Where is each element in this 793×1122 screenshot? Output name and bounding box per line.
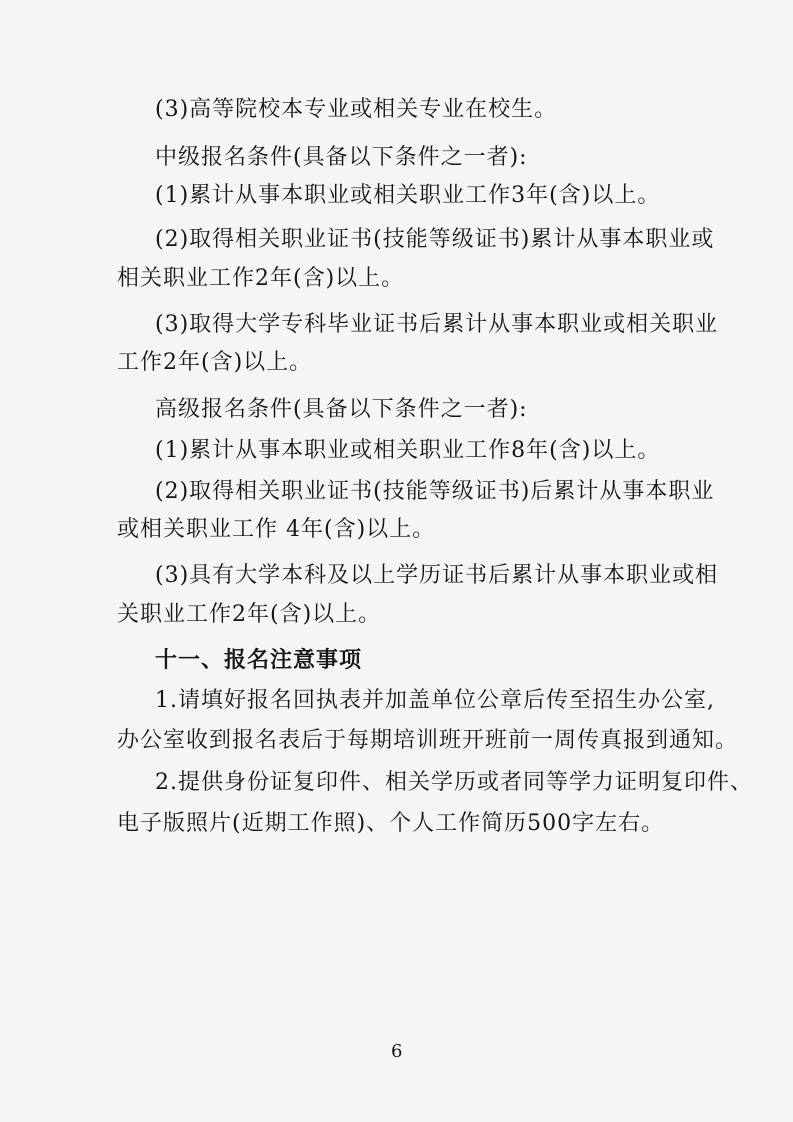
text-line-4: (2)取得相关职业证书(技能等级证书)累计从事本职业或 [155, 227, 715, 252]
section-heading: 十一、报名注意事项 [155, 647, 363, 673]
text-line-10: (2)取得相关职业证书(技能等级证书)后累计从事本职业 [155, 479, 715, 504]
text-line-12: (3)具有大学本科及以上学历证书后累计从事本职业或相 [155, 563, 719, 588]
page-number: 6 [391, 1041, 403, 1062]
text-line-7: 工作2年(含)以上。 [117, 350, 313, 375]
text-line-11: 或相关职业工作 4年(含)以上。 [117, 517, 436, 542]
text-line-16: 办公室收到报名表后于每期培训班开班前一周传真报到通知。 [117, 728, 739, 753]
text-line-13: 关职业工作2年(含)以上。 [117, 602, 382, 627]
text-line-17: 2.提供身份证复印件、相关学历或者同等学力证明复印件、 [155, 770, 753, 795]
text-line-8: 高级报名条件(具备以下条件之一者): [155, 397, 528, 422]
text-line-9: (1)累计从事本职业或相关职业工作8年(含)以上。 [155, 438, 661, 463]
text-line-18: 电子版照片(近期工作照)、个人工作简历500字左右。 [117, 811, 665, 836]
text-line-6: (3)取得大学专科毕业证书后累计从事本职业或相关职业 [155, 312, 719, 337]
text-line-1: (3)高等院校本专业或相关专业在校生。 [155, 97, 558, 122]
text-line-15: 1.请填好报名回执表并加盖单位公章后传至招生办公室, [155, 688, 715, 713]
text-line-5: 相关职业工作2年(含)以上。 [117, 266, 405, 291]
text-line-2: 中级报名条件(具备以下条件之一者): [155, 145, 528, 170]
text-line-3: (1)累计从事本职业或相关职业工作3年(含)以上。 [155, 183, 661, 208]
